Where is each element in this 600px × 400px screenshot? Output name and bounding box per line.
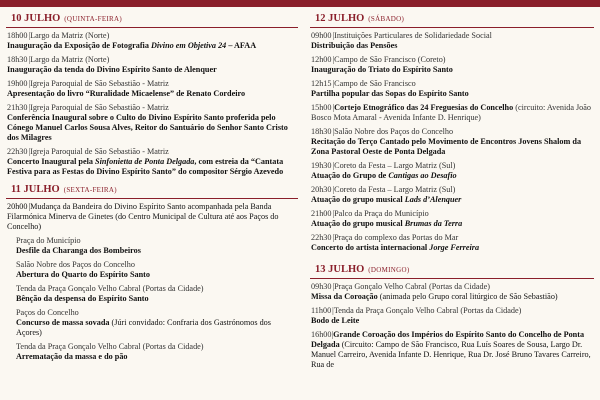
event-time: 16h00 (311, 330, 332, 339)
event-title: Concerto do artista internacional (311, 243, 430, 252)
event-item (6, 342, 298, 362)
event-time: 21h00 (311, 209, 332, 218)
event-item: 11h00|Tenda da Praça Gonçalo Velho Cabral (Portas da Cidade) Bodo de Leite (310, 306, 594, 326)
event-note: (do Centro Municipal de Cultura até aos Paços do Concelho) (7, 212, 279, 231)
event-title-after: – AFAA (226, 41, 257, 50)
day-weekday: (SEXTA-FEIRA) (63, 186, 117, 194)
left-column (6, 12, 298, 366)
event-place: Praça Gonçalo Velho Cabral (Portas da Cidade) (334, 282, 490, 291)
event-place: Salão Nobre dos Paços do Concelho (334, 127, 454, 136)
day-label: 11 JULHO (11, 184, 60, 195)
event-title: Abertura do Quarto do Espírito Santo (16, 270, 150, 279)
event-time: 09h30 (311, 282, 332, 291)
event-place: Tenda da Praça Gonçalo Velho Cabral (Portas da Cidade) (16, 284, 204, 293)
event-title: Inauguração da Exposição de Fotografia (7, 41, 151, 50)
event-time: 09h00 (311, 31, 332, 40)
event-item (6, 284, 298, 304)
event-title: Inauguração da tenda do Divino Espírito Santo de Alenquer (7, 65, 217, 74)
right-column (310, 12, 594, 374)
event-title: Missa da Coroação (311, 292, 378, 301)
event-place: Largo da Matriz (Norte) (30, 31, 110, 40)
event-time: 12h00 (311, 55, 332, 64)
event-place: Palco da Praça do Município (334, 209, 429, 218)
event-place: Instituições Particulares de Solidariedade Social (334, 31, 492, 40)
event-title: Atuação do grupo musical (311, 219, 405, 228)
event-title-italic: Sinfonietta de Ponta Delgada (95, 157, 195, 166)
event-place: Igreja Paroquial de São Sebastião - Matriz (30, 103, 169, 112)
event-title: Arrematação da massa e do pão (16, 352, 128, 361)
day-heading (310, 12, 594, 28)
event-item: 20h30|Coreto da Festa – Largo Matriz (Sul) Atuação do grupo musical Lads d’Alenquer (311, 185, 462, 204)
event-item: 21h30|Igreja Paroquial de São Sebastião - Matriz Conferência Inaugural sobre o Culto do Divino Espírito Santo proferida pelo Cónego Manuel Carlos Sousa Alves, Reitor do Santuário do Senhor Santo Cristo dos Milagres (6, 103, 298, 143)
event-place: Campo de São Francisco (334, 79, 416, 88)
event-item: 19h00|Igreja Paroquial de São Sebastião - Matriz Apresentação do livro “Ruralidade Micaelense” de Renato Cordeiro (6, 79, 298, 99)
event-item: 22h30|Igreja Paroquial de São Sebastião - Matriz Concerto Inaugural pela Sinfonietta de Ponta Delgada, com estreia da “Cantata Festiva para as Festas do Divino Espírito Santo” do compositor Sérgio Azevedo (7, 147, 284, 176)
event-place: Coreto da Festa – Largo Matriz (Sul) (334, 161, 456, 170)
day-weekday: (SÁBADO) (368, 15, 405, 23)
event-title: Inauguração do Triato do Espírito Santo (311, 65, 453, 74)
event-item: 09h30|Praça Gonçalo Velho Cabral (Portas da Cidade) Missa da Coroação (animada pelo Grupo coral litúrgico de São Sebastião) (311, 282, 558, 301)
event-title: Grande Coroação dos Impérios do Espírito Santo do Concelho de Ponta Delgada (311, 330, 585, 349)
day-label: 13 JULHO (315, 264, 365, 275)
day-heading (6, 183, 298, 199)
event-time: 18h30 (311, 127, 332, 136)
event-title-italic: Brumas da Terra (404, 219, 463, 228)
event-item: 18h00|Largo da Matriz (Norte) Inauguração da Exposição de Fotografia Divino em Objetiva 24 – AFAA (7, 31, 257, 50)
event-place: Campo de São Francisco (Coreto) (334, 55, 446, 64)
event-place: Paços do Concelho (16, 308, 79, 317)
event-item: 18h30|Largo da Matriz (Norte) Inauguração da tenda do Divino Espírito Santo de Alenquer (6, 55, 298, 75)
event-title-italic: Divino em Objetiva 24 (150, 41, 227, 50)
event-title: Cortejo Etnográfico das 24 Freguesias do Concelho (334, 103, 514, 112)
event-title: Atuação do grupo musical (311, 195, 405, 204)
event-time: 12h15 (311, 79, 332, 88)
event-note: (Júri convidado: Confraria dos Gastrónomos dos Açores) (16, 318, 271, 337)
event-time: 19h30 (311, 161, 332, 170)
event-time: 22h30 (311, 233, 332, 242)
day-label: 12 JULHO (315, 13, 365, 24)
event-place: Salão Nobre dos Paços do Concelho (16, 260, 135, 269)
event-title: Apresentação do livro “Ruralidade Micaelense” de Renato Cordeiro (7, 89, 246, 98)
event-item: 09h00|Instituições Particulares de Solidariedade Social Distribuição das Pensões (310, 31, 594, 51)
event-time: 15h00 (311, 103, 332, 112)
event-item (6, 308, 298, 338)
event-title: Bodo de Leite (311, 316, 360, 325)
event-title: Atuação do Grupo de (311, 171, 389, 180)
event-place: Tenda da Praça Gonçalo Velho Cabral (Portas da Cidade) (16, 342, 204, 351)
event-place: Igreja Paroquial de São Sebastião - Matriz (30, 79, 169, 88)
event-note: (animada pelo Grupo coral litúrgico de São Sebastião) (377, 292, 558, 301)
event-title-italic: Lads d’Alenquer (404, 195, 462, 204)
event-item: 12h15|Campo de São Francisco Partilha popular das Sopas do Espírito Santo (310, 79, 594, 99)
event-title-after: , com estreia da “Cantata Festiva para as Festas do Divino Espírito Santo” do compositor Sérgio Azevedo (7, 157, 284, 176)
event-item: 18h30|Salão Nobre dos Paços do Concelho Recitação do Terço Cantado pelo Movimento de Encontros Jovens Shalom da Zona Pastoral Oeste de Ponta Delgada (310, 127, 594, 157)
event-title-italic: Jorge Ferreira (429, 243, 480, 252)
event-time: 20h30 (311, 185, 332, 194)
event-title: Concerto Inaugural pela (7, 157, 96, 166)
event-item: 15h00|Cortejo Etnográfico das 24 Freguesias do Concelho (circuito: Avenida João Bosco Mota Amaral - Avenida Infante D. Henrique) (311, 103, 592, 122)
event-time: 18h30 (7, 55, 28, 64)
event-place: Igreja Paroquial de São Sebastião - Matriz (30, 147, 169, 156)
event-place: Praça do complexo das Portas do Mar (334, 233, 459, 242)
day-weekday: (QUINTA-FEIRA) (64, 15, 122, 23)
event-place: Largo da Matriz (Norte) (30, 55, 110, 64)
event-item (6, 236, 298, 256)
event-item: 20h00|Mudança da Bandeira do Divino Espírito Santo acompanhada pela Banda Filarmónica Minerva de Ginetes (do Centro Municipal de Cultura até aos Paços do Concelho) (7, 202, 279, 231)
event-item: 21h00|Palco da Praça do Município Atuação do grupo musical Brumas da Terra (311, 209, 463, 228)
event-title: Concurso de massa sovada (16, 318, 110, 327)
event-item (6, 260, 298, 280)
event-title: Partilha popular das Sopas do Espírito Santo (311, 89, 469, 98)
event-item: 16h00|Grande Coroação dos Impérios do Espírito Santo do Concelho de Ponta Delgada (Circuito: Campo de São Francisco, Rua Luís Soares de Sousa, Largo Dr. Manuel Carreiro, Avenida Infante D. Henrique, Rua Dr. José Bruno Tavares Carreiro, Rua de (311, 330, 591, 369)
event-time: 11h00 (311, 306, 332, 315)
day-heading (310, 263, 594, 279)
event-place: Praça do Município (16, 236, 81, 245)
day-label: 10 JULHO (11, 13, 61, 24)
top-color-bar (0, 0, 600, 7)
event-title: Bênção da despensa do Espírito Santo (16, 294, 149, 303)
event-title: Distribuição das Pensões (311, 41, 398, 50)
event-item: 19h30|Coreto da Festa – Largo Matriz (Sul) Atuação do Grupo de Cantigas ao Desafio (311, 161, 457, 180)
event-place: Tenda da Praça Gonçalo Velho Cabral (Portas da Cidade) (333, 306, 522, 315)
event-note: (circuito: Avenida João Bosco Mota Amaral - Avenida Infante D. Henrique) (311, 103, 592, 122)
event-time: 18h00 (7, 31, 28, 40)
event-time: 21h30 (7, 103, 28, 112)
event-title: Desfile da Charanga dos Bombeiros (16, 246, 141, 255)
day-heading (6, 12, 298, 28)
event-note: (Circuito: Campo de São Francisco, Rua Luís Soares de Sousa, Largo Dr. Manuel Carreiro, Avenida Infante D. Henrique, Rua Dr. José Bruno Tavares Carreiro, Rua de (311, 340, 591, 369)
event-item: 12h00|Campo de São Francisco (Coreto) Inauguração do Triato do Espírito Santo (310, 55, 594, 75)
day-weekday: (DOMINGO) (368, 266, 410, 274)
event-title-italic: Cantigas ao Desafio (388, 171, 457, 180)
event-title: Recitação do Terço Cantado pelo Movimento de Encontros Jovens Shalom da Zona Pastoral Oeste de Ponta Delgada (311, 137, 582, 156)
event-place: Mudança da Bandeira do Divino Espírito Santo acompanhada pela Banda Filarmónica Minerva de Ginetes (7, 202, 272, 221)
event-item: 22h30|Praça do complexo das Portas do Mar Concerto do artista internacional Jorge Ferreira (311, 233, 480, 252)
event-place: Coreto da Festa – Largo Matriz (Sul) (334, 185, 456, 194)
event-time: 19h00 (7, 79, 28, 88)
event-time: 22h30 (7, 147, 28, 156)
event-time: 20h00 (7, 202, 28, 211)
event-title: Conferência Inaugural sobre o Culto do Divino Espírito Santo proferida pelo Cónego Manuel Carlos Sousa Alves, Reitor do Santuário do Senhor Santo Cristo dos Milagres (7, 113, 288, 142)
